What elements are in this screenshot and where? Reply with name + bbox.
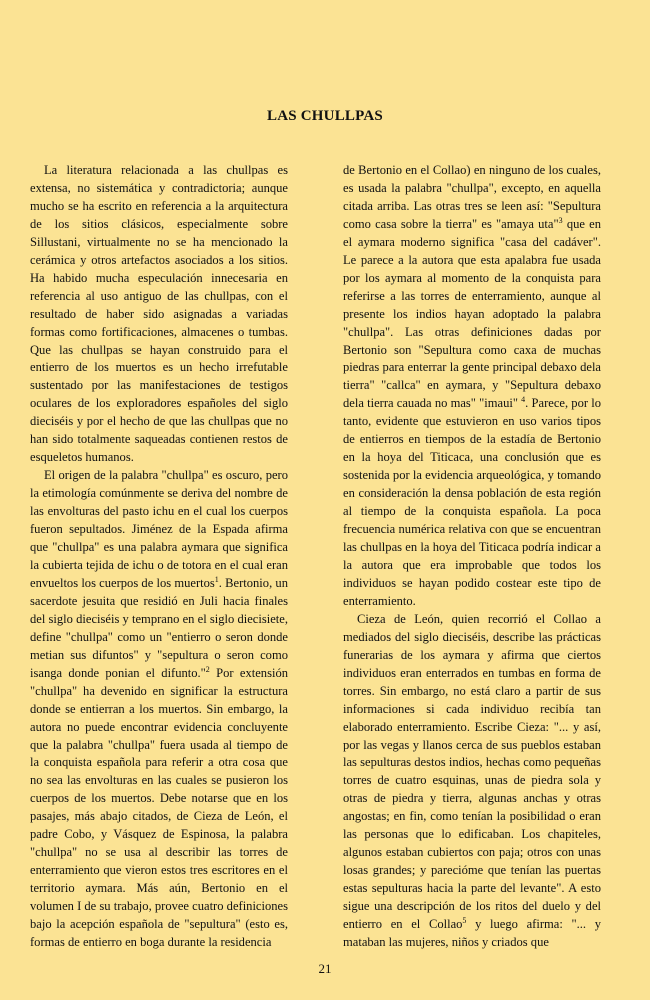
- page-number: 21: [318, 961, 332, 976]
- paragraph-text: que en el aymara moderno significa "casa del cadáver". Le parece a la autora que esta apalabra fue usada por los aymara al momento de la conquista para referirse a las torres de enterramiento, aunque al presente los indios hayan adoptado la palabra "chullpa". Las otras definiciones dadas por Bertonio son "Sepultura como caxa de muchas piedras para enterrar la gente principal debaxo dela tierra" "callca" en aymara, y "Sepultura debaxo dela tierra cauada no mas" "imaui": [343, 216, 601, 411]
- paragraph: [30, 467, 288, 952]
- footnote-ref: 2: [205, 664, 210, 674]
- paragraph: [30, 162, 288, 467]
- footnote-ref: 5: [462, 915, 467, 925]
- paragraph-text: . Bertonio, un sacerdote jesuita que residió en Juli hacia finales del siglo dieciséis y temprano en el siglo diecisiete, define "chullpa" como un "entierro o seron donde metian sus difuntos" y "sepultura o seron como isanga donde ponian el difunto.": [30, 575, 288, 680]
- paragraph-text: de Bertonio en el Collao) en ninguno de los cuales, es usada la palabra "chullpa", excepto, en aquella citada arriba. Las otras tres se leen así: "Sepultura como casa sobre la tierra" es "amaya uta": [343, 163, 601, 231]
- paragraph-text: y luego afirma: "... y mataban las mujeres, niños y criados que: [343, 917, 601, 949]
- paragraph-text: . Parece, por lo tanto, evidente que estuvieron en uso varios tipos de entierros en tiempos de la estadía de Bertonio en la hoya del Titicaca, una conclusión que es sostenida por la evidencia arqueológica, y tomando en consideración la densa población de esta región al tiempo de la conquista española. La poca frecuencia numérica relativa con que se encuentran las chullpas en la hoya del Titicaca podría indicar a la autora que era improbable que todos los individuos se hayan podido costear este tipo de enterramiento.: [343, 396, 602, 608]
- paragraph-text: Por extensión "chullpa" ha devenido en significar la estructura donde se entierran a los muertos. Sin embargo, la autora no puede encontrar evidencia concluyente que la palabra "chullpa" fuera usada al tiempo de la conquista española para referir a otra cosa que no sea las envolturas en las cuales se pusieron los cuerpos de los muertos. Debe notarse que en los pasajes, más abajo citados, de Cieza de León, el padre Cobo, y Vásquez de Espinosa, la palabra "chullpa" no se usa al describir las torres de enterramiento que vieron estos tres escritores en el territorio aymara. Más aún, Bertonio en el volumen I de su trabajo, provee cuatro definiciones bajo la acepción española de "sepultura" (esto es, formas de entierro en boga durante la residencia: [30, 665, 288, 949]
- paragraph-text: El origen de la palabra "chullpa" es oscuro, pero la etimología comúnmente se deriva del nombre de las envolturas del pasto ichu en el cual los cuerpos fueron sepultados. Jiménez de la Espada afirma que "chullpa" es una palabra aymara que significa la cubierta tejida de ichu o de totora en el cual eran envueltos los cuerpos de los muertos: [30, 468, 288, 590]
- right-column: [343, 162, 601, 952]
- page-title: LAS CHULLPAS: [267, 108, 383, 124]
- footnote-ref: 4: [521, 395, 526, 405]
- left-column: [30, 162, 288, 952]
- paragraph: [343, 611, 601, 952]
- paragraph-text: La literatura relacionada a las chullpas es extensa, no sistemática y contradictoria; aunque mucho se ha escrito en referencia a la arquitectura de los sitios clásicos, especialmente sobre Sillustani, virtualmente no se ha mencionado la cerámica y otros artefactos asociados a los sitios. Ha habido mucha especulación innecesaria en referencia al uso antiguo de las chullpas, con el resultado de haber sido asignadas a variadas formas como fortificaciones, almacenes o tumbas. Que las chullpas se hayan construido para el entierro de los muertos es un hecho irrefutable sustentado por las manifestaciones de testigos oculares de los exploradores españoles del siglo dieciséis y por el hecho de que las chullpas que no han sido totalmente saqueadas contienen restos de esqueletos humanos.: [30, 163, 288, 465]
- footnote-ref: 3: [558, 215, 563, 225]
- paragraph: [343, 162, 601, 611]
- paragraph-text: Cieza de León, quien recorrió el Collao a mediados del siglo dieciséis, describe las prácticas funerarias de los aymara y afirma que ciertos individuos eran enterrados en tumbas en forma de torres. Sin embargo, no está claro a partir de sus informaciones si cada individuo recibía tan elaborado enterramiento. Escribe Cieza: "... y así, por las vegas y llanos cerca de sus pueblos estaban las sepulturas destos indios, hechas como pequeñas torres de cuatro esquinas, unas de piedra sola y otras de piedra y tierra, algunas anchas y otras angostas; en fin, como tenían la posibilidad o eran las personas que lo edificaban. Los chapiteles, algunos estaban cubiertos con paja; otros con unas losas grandes; y parecióme que tenían las puertas estas sepulturas hacia la parte del levante". A esto sigue una descripción de los ritos del duelo y del entierro en el Collao: [343, 611, 601, 932]
- footnote-ref: 1: [214, 574, 219, 584]
